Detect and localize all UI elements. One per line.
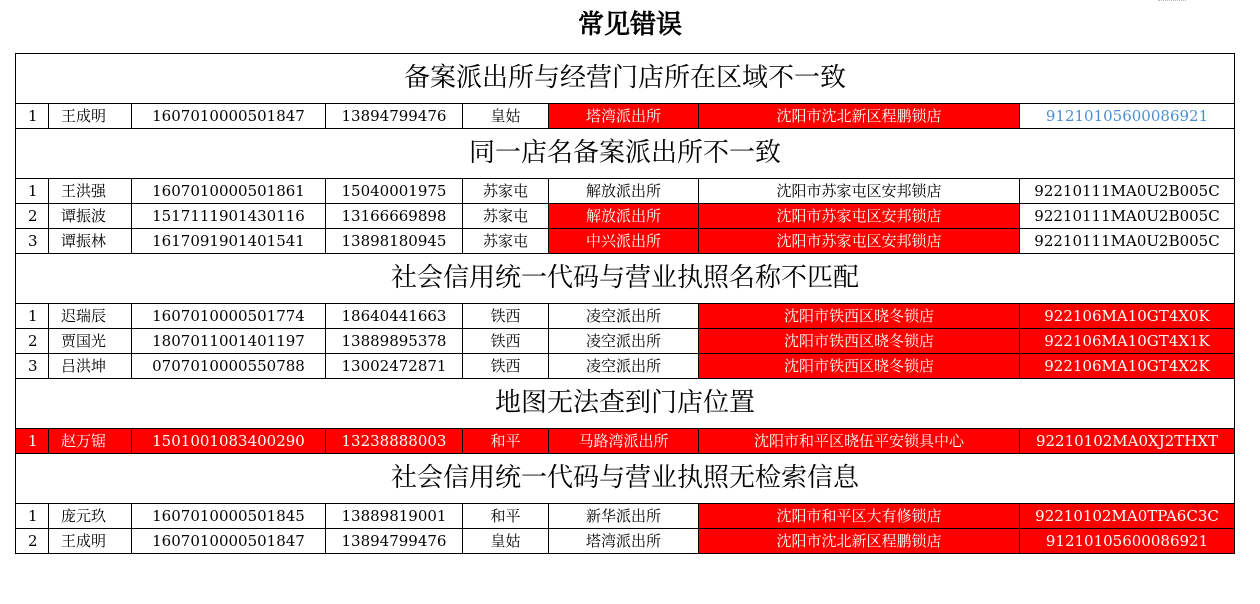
section-heading: 社会信用统一代码与营业执照无检索信息 [16,454,1235,504]
district-cell: 铁西 [463,354,549,379]
table-row [16,429,1235,454]
police-station-cell: 凌空派出所 [549,304,699,329]
phone-cell: 13889895378 [326,329,463,354]
table-row [16,504,1235,529]
section-heading: 备案派出所与经营门店所在区域不一致 [16,54,1235,104]
section-heading-row [16,254,1235,304]
store-name-cell: 沈阳市苏家屯区安邦锁店 [699,204,1020,229]
police-station-cell: 解放派出所 [549,179,699,204]
table-row [16,304,1235,329]
police-station-cell: 凌空派出所 [549,329,699,354]
name-cell: 谭振林 [49,229,132,254]
id-number-cell: 1501001083400290 [132,429,326,454]
police-station-cell: 中兴派出所 [549,229,699,254]
row-number-cell: 2 [16,204,49,229]
section-heading: 地图无法查到门店位置 [16,379,1235,429]
store-name-cell: 沈阳市沈北新区程鹏锁店 [699,529,1020,554]
section-heading-row [16,54,1235,104]
row-number-cell: 1 [16,304,49,329]
row-number-cell: 3 [16,229,49,254]
store-name-cell: 沈阳市和平区晓伍平安锁具中心 [699,429,1020,454]
phone-cell: 18640441663 [326,304,463,329]
district-cell: 铁西 [463,329,549,354]
credit-code-cell: 922106MA10GT4X1K [1020,329,1235,354]
credit-code-cell: 92210102MA0TPA6C3C [1020,504,1235,529]
id-number-cell: 1607010000501845 [132,504,326,529]
section-heading-row [16,129,1235,179]
table-row [16,204,1235,229]
id-number-cell: 1607010000501774 [132,304,326,329]
credit-code-cell: 92210102MA0XJ2THXT [1020,429,1235,454]
district-cell: 皇姑 [463,104,549,129]
phone-cell: 13002472871 [326,354,463,379]
table-row [16,179,1235,204]
phone-cell: 13894799476 [326,529,463,554]
credit-code-cell: 922106MA10GT4X2K [1020,354,1235,379]
district-cell: 和平 [463,504,549,529]
table-row [16,354,1235,379]
phone-cell: 13898180945 [326,229,463,254]
police-station-cell: 塔湾派出所 [549,104,699,129]
name-cell: 吕洪坤 [49,354,132,379]
credit-code-cell: 92210111MA0U2B005C [1020,179,1235,204]
district-cell: 皇姑 [463,529,549,554]
row-number-cell: 3 [16,354,49,379]
row-number-cell: 1 [16,504,49,529]
credit-code-cell: 91210105600086921 [1020,104,1235,129]
district-cell: 苏家屯 [463,229,549,254]
police-station-cell: 塔湾派出所 [549,529,699,554]
phone-cell: 13889819001 [326,504,463,529]
row-number-cell: 2 [16,529,49,554]
id-number-cell: 1617091901401541 [132,229,326,254]
store-name-cell: 沈阳市和平区大有修锁店 [699,504,1020,529]
id-number-cell: 1607010000501861 [132,179,326,204]
district-cell: 铁西 [463,304,549,329]
id-number-cell: 0707010000550788 [132,354,326,379]
name-cell: 王成明 [49,104,132,129]
name-cell: 王洪强 [49,179,132,204]
store-name-cell: 沈阳市铁西区晓冬锁店 [699,354,1020,379]
credit-code-cell: 92210111MA0U2B005C [1020,229,1235,254]
store-name-cell: 沈阳市苏家屯区安邦锁店 [699,179,1020,204]
table-row [16,329,1235,354]
row-number-cell: 2 [16,329,49,354]
store-name-cell: 沈阳市苏家屯区安邦锁店 [699,229,1020,254]
police-station-cell: 新华派出所 [549,504,699,529]
credit-code-cell: 91210105600086921 [1020,529,1235,554]
police-station-cell: 解放派出所 [549,204,699,229]
id-number-cell: 1807011001401197 [132,329,326,354]
phone-cell: 15040001975 [326,179,463,204]
credit-code-cell: 92210111MA0U2B005C [1020,204,1235,229]
section-heading-row [16,454,1235,504]
page-title: 常见错误 [577,10,682,40]
district-cell: 和平 [463,429,549,454]
name-cell: 王成明 [49,529,132,554]
section-heading: 同一店名备案派出所不一致 [16,129,1235,179]
row-number-cell: 1 [16,104,49,129]
phone-cell: 13166669898 [326,204,463,229]
credit-code-cell: 922106MA10GT4X0K [1020,304,1235,329]
name-cell: 谭振波 [49,204,132,229]
section-heading-row [16,379,1235,429]
police-station-cell: 马路湾派出所 [549,429,699,454]
row-number-cell: 1 [16,179,49,204]
phone-cell: 13894799476 [326,104,463,129]
id-number-cell: 1607010000501847 [132,104,326,129]
store-name-cell: 沈阳市沈北新区程鹏锁店 [699,104,1020,129]
section-heading: 社会信用统一代码与营业执照名称不匹配 [16,254,1235,304]
store-name-cell: 沈阳市铁西区晓冬锁店 [699,329,1020,354]
row-number-cell: 1 [16,429,49,454]
name-cell: 庞元玖 [49,504,132,529]
table-row [16,229,1235,254]
id-number-cell: 1517111901430116 [132,204,326,229]
name-cell: 贾国光 [49,329,132,354]
phone-cell: 13238888003 [326,429,463,454]
name-cell: 赵万锯 [49,429,132,454]
table-row [16,529,1235,554]
district-cell: 苏家屯 [463,204,549,229]
error-table [15,53,1235,554]
police-station-cell: 凌空派出所 [549,354,699,379]
district-cell: 苏家屯 [463,179,549,204]
name-cell: 迟瑞辰 [49,304,132,329]
table-row [16,104,1235,129]
id-number-cell: 1607010000501847 [132,529,326,554]
store-name-cell: 沈阳市铁西区晓冬锁店 [699,304,1020,329]
